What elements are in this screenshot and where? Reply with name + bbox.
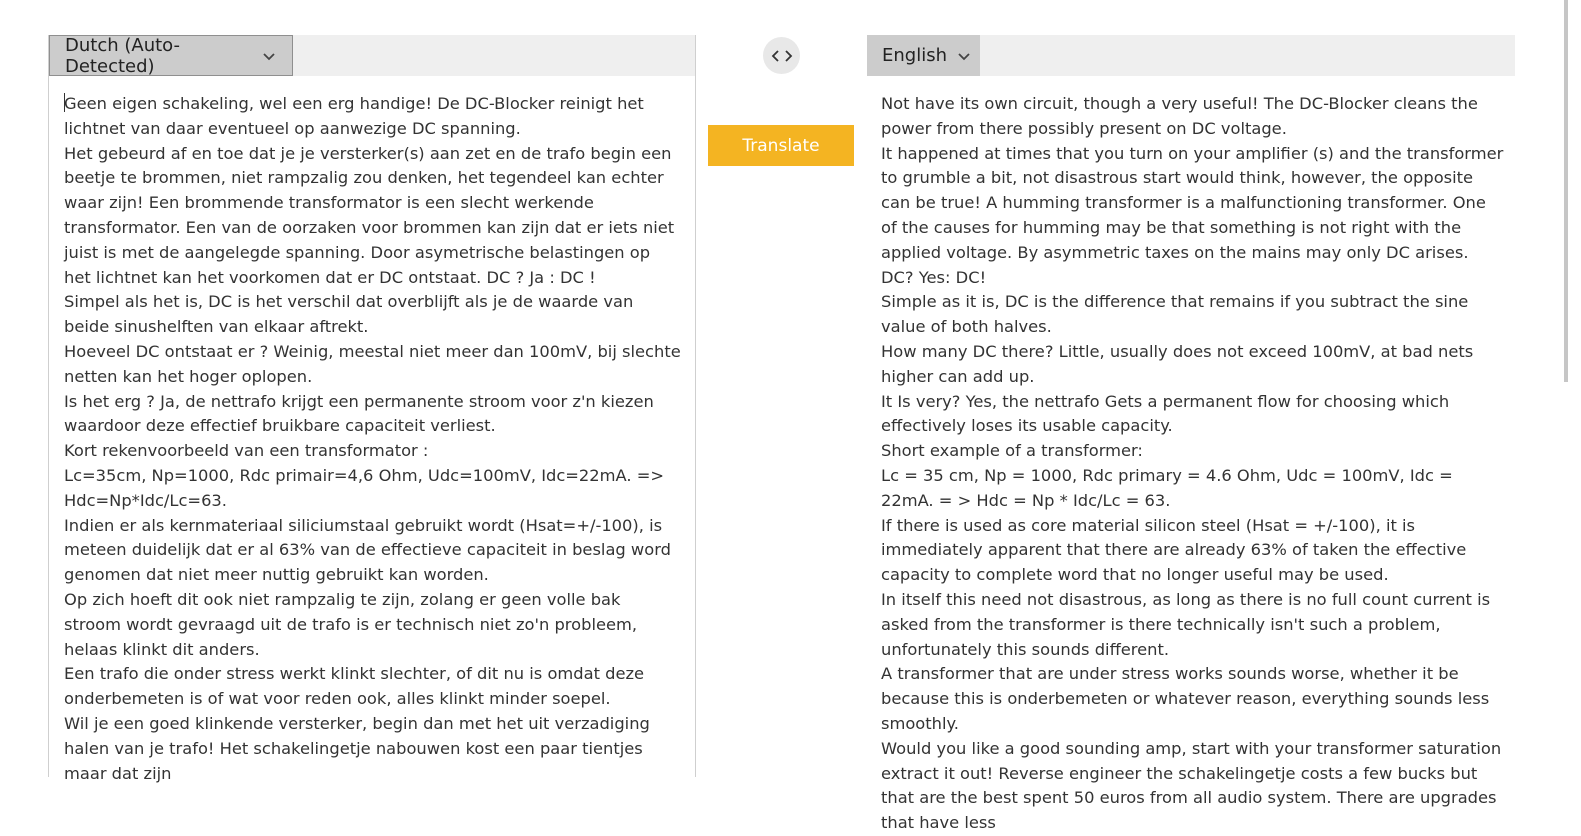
source-language-label: Dutch (Auto-Detected)	[65, 34, 180, 77]
source-paragraph-text: Geen eigen schakeling, wel een erg handige! De DC-Blocker reinigt het lichtnet van daar eventueel op aanwezige DC spanning.	[64, 94, 644, 138]
target-language-label: English	[882, 45, 947, 66]
target-paragraph: Lc = 35 cm, Np = 1000, Rdc primary = 4.6 Ohm, Udc = 100mV, Idc = 22mA. = > Hdc = Np * Idc/Lc = 63.	[881, 465, 1453, 510]
source-paragraph: Het gebeurd af en toe dat je je versterker(s) aan zet en de trafo begin een beetje te brommen, niet rampzalig zou denken, het tegendeel kan echter waar zijn! Een brommende transformator is een slecht werkende transformator. Een van de oorzaken voor brommen kan zijn dat er iets niet juist is met de aangelegde spanning. Door asymetrische belastingen op het lichtnet kan het voorkomen dat er DC ontstaat. DC ? Ja : DC !	[64, 143, 675, 287]
target-paragraph: Would you like a good sounding amp, start with your transformer saturation extract it out! Reverse engineer the schakelingetje costs a few bucks but that are the best spent 50 euros from all audio system. There are upgrades that have less	[881, 738, 1502, 833]
source-paragraph: Een trafo die onder stress werkt klinkt slechter, of dit nu is omdat deze onderbemeten is of wat voor reden ook, alles klinkt minder soepel.	[64, 664, 645, 709]
source-paragraph: Indien er als kernmateriaal siliciumstaal gebruikt wordt (Hsat=+/-100), is meteen duidelijk dat er al 63% van de effectieve capaciteit in beslag word genomen dat niet meer nuttig gebruikt kan worden.	[64, 515, 671, 585]
target-paragraph: It Is very? Yes, the nettrafo Gets a permanent flow for choosing which effectively loses its usable capacity.	[881, 391, 1450, 436]
target-panel	[867, 35, 1515, 833]
source-paragraph: Op zich hoeft dit ook niet rampzalig te zijn, zolang er geen volle bak stroom wordt gevraagd uit de trafo is er technisch niet zo'n probleem, helaas klinkt dit anders.	[64, 589, 638, 659]
translate-button[interactable]: Translate	[708, 125, 854, 166]
source-paragraph: Wil je een goed klinkende versterker, begin dan met het uit verzadiging halen van je trafo! Het schakelingetje nabouwen kost een paar tientjes maar dat zijn	[64, 713, 650, 783]
page-scrollbar[interactable]	[1564, 0, 1568, 382]
swap-arrows-icon	[771, 49, 793, 63]
target-paragraph: A transformer that are under stress works sounds worse, whether it be because this is onderbemeten or whatever reason, everything sounds less smoothly.	[881, 664, 1490, 733]
source-paragraph: Is het erg ? Ja, de nettrafo krijgt een permanente stroom voor z'n kiezen waardoor deze effectief bruikbare capaciteit verliest.	[64, 391, 654, 436]
source-paragraph: Lc=35cm, Np=1000, Rdc primair=4,6 Ohm, Udc=100mV, Idc=22mA. => Hdc=Np*Idc/Lc=63.	[64, 465, 664, 510]
target-paragraph: How many DC there? Little, usually does not exceed 100mV, at bad nets higher can add up.	[881, 341, 1474, 386]
source-paragraph	[64, 92, 681, 142]
source-language-dropdown[interactable]	[49, 35, 293, 76]
target-paragraph: In itself this need not disastrous, as long as there is no full count current is asked from the transformer is there technically isn't such a problem, unfortunately this sounds different.	[881, 589, 1491, 659]
source-text-input[interactable]	[64, 92, 681, 783]
target-paragraph: Not have its own circuit, though a very useful! The DC-Blocker cleans the power from there possibly present on DC voltage.	[881, 94, 1478, 138]
source-paragraph: Kort rekenvoorbeeld van een transformator :	[64, 441, 429, 461]
source-panel	[48, 34, 696, 783]
chevron-down-icon	[957, 49, 971, 63]
target-language-dropdown[interactable]	[867, 35, 980, 76]
target-text-output	[881, 92, 1505, 833]
swap-languages-button[interactable]	[763, 37, 800, 74]
target-paragraph: It happened at times that you turn on your amplifier (s) and the transformer to grumble a bit, not disastrous start would think, however, the opposite can be true! A humming transformer is a malfunctioning transformer. One of the causes for humming may be that something is not right with the applied voltage. By asymmetric taxes on the mains may only DC arises. DC? Yes: DC!	[881, 143, 1504, 287]
target-paragraph: Short example of a transformer:	[881, 441, 1143, 461]
target-paragraph: Simple as it is, DC is the difference that remains if you subtract the sine value of both halves.	[881, 292, 1469, 337]
source-paragraph: Simpel als het is, DC is het verschil dat overblijft als je de waarde van beide sinushelften van elkaar aftrekt.	[64, 292, 634, 337]
target-paragraph: If there is used as core material silicon steel (Hsat = +/-100), it is immediately apparent that there are already 63% of taken the effective capacity to complete word that no longer useful may be used.	[881, 515, 1467, 585]
source-paragraph: Hoeveel DC ontstaat er ? Weinig, meestal niet meer dan 100mV, bij slechte netten kan het hoger oplopen.	[64, 341, 681, 386]
chevron-down-icon	[262, 49, 276, 63]
